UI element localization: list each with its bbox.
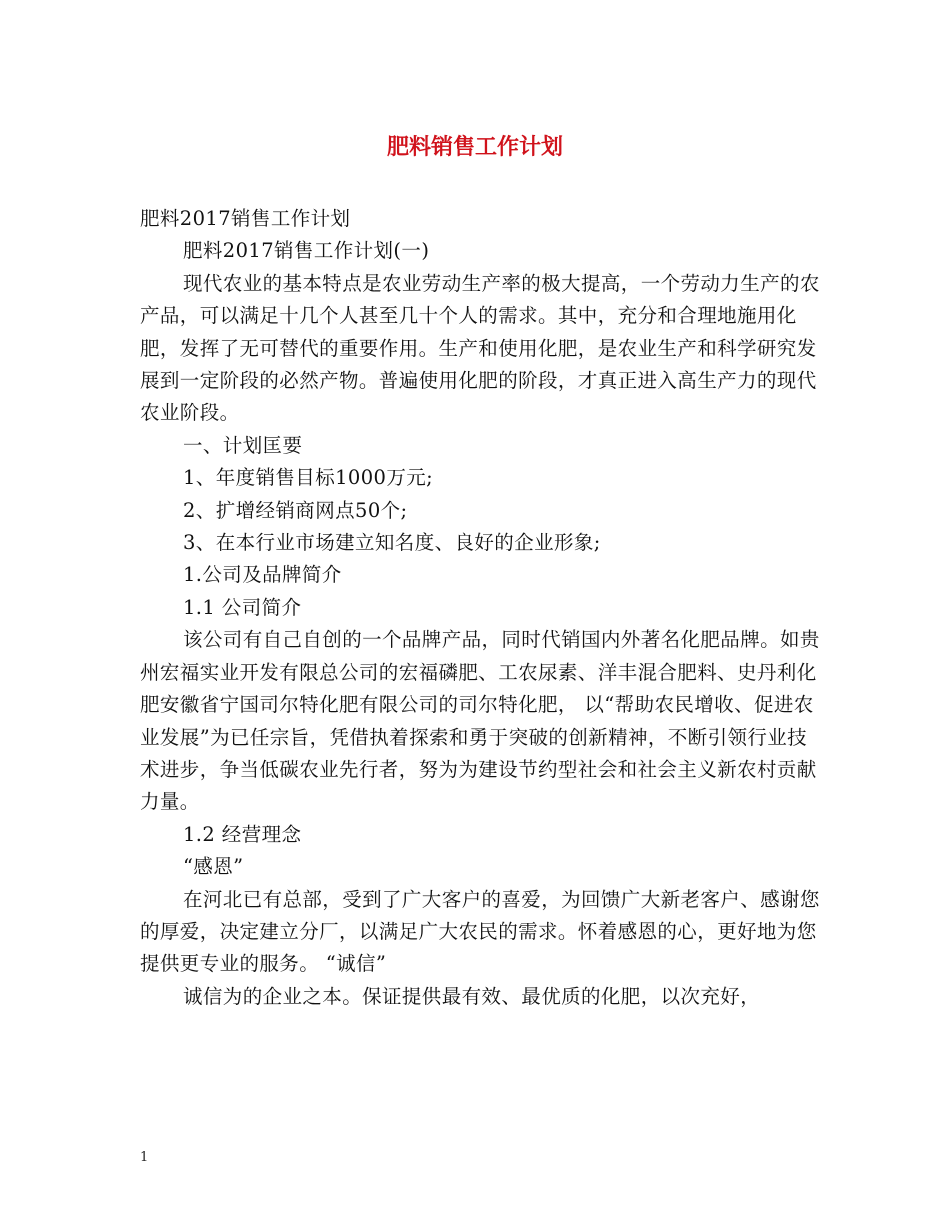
company-intro-paragraph: 该公司有自己自创的一个品牌产品，同时代销国内外著名化肥品牌。如贵州宏福实业开发有限总公司的宏福磷肥、工农尿素、洋丰混合肥料、史丹利化肥安徽省宁国司尔特化肥有限公司的司尔特化肥， 以“帮助农民增收、促进农业发展”为已任宗旨，凭借执着探索和勇于突破的创新精神，不断引领行业技术进步，争当低碳农业先行者，努为为建设节约型社会和社会主义新农村贡献力量。 [140, 628, 820, 814]
integrity-paragraph: 诚信为的企业之本。保证提供最有效、最优质的化肥，以次充好， [183, 984, 761, 1008]
section-heading: 肥料2017销售工作计划(一) [183, 239, 430, 263]
document-body [140, 203, 820, 1013]
page-number: 1 [140, 1150, 149, 1165]
plan-item-3: 3、在本行业市场建立知名度、良好的企业形象; [183, 531, 601, 555]
plan-item-1: 1、年度销售目标1000万元; [183, 466, 434, 490]
intro-paragraph: 现代农业的基本特点是农业劳动生产率的极大提高，一个劳动力生产的农产品，可以满足十几个人甚至几十个人的需求。其中，充分和合理地施用化肥，发挥了无可替代的重要作用。生产和使用化肥，是农业生产和科学研究发展到一定阶段的必然产物。普遍使用化肥的阶段，才真正进入高生产力的现代农业阶段。 [140, 271, 820, 425]
business-philosophy-heading: 1.2 经营理念 [183, 822, 302, 846]
company-intro-heading: 1.1 公司简介 [183, 595, 302, 619]
plan-outline-heading: 一、计划匡要 [183, 433, 303, 457]
gratitude-heading: “感恩” [183, 855, 244, 879]
company-brand-heading: 1.公司及品牌简介 [183, 563, 342, 587]
document-title: 肥料销售工作计划 [386, 135, 563, 160]
plan-item-2: 2、扩增经销商网点50个; [183, 498, 408, 522]
subtitle-paragraph: 肥料2017销售工作计划 [140, 207, 351, 230]
gratitude-paragraph: 在河北已有总部，受到了广大客户的喜爱，为回馈广大新老客户、感谢您的厚爱，决定建立分厂，以满足广大农民的需求。怀着感恩的心，更好地为您提供更专业的服务。 “诚信” [140, 887, 820, 976]
